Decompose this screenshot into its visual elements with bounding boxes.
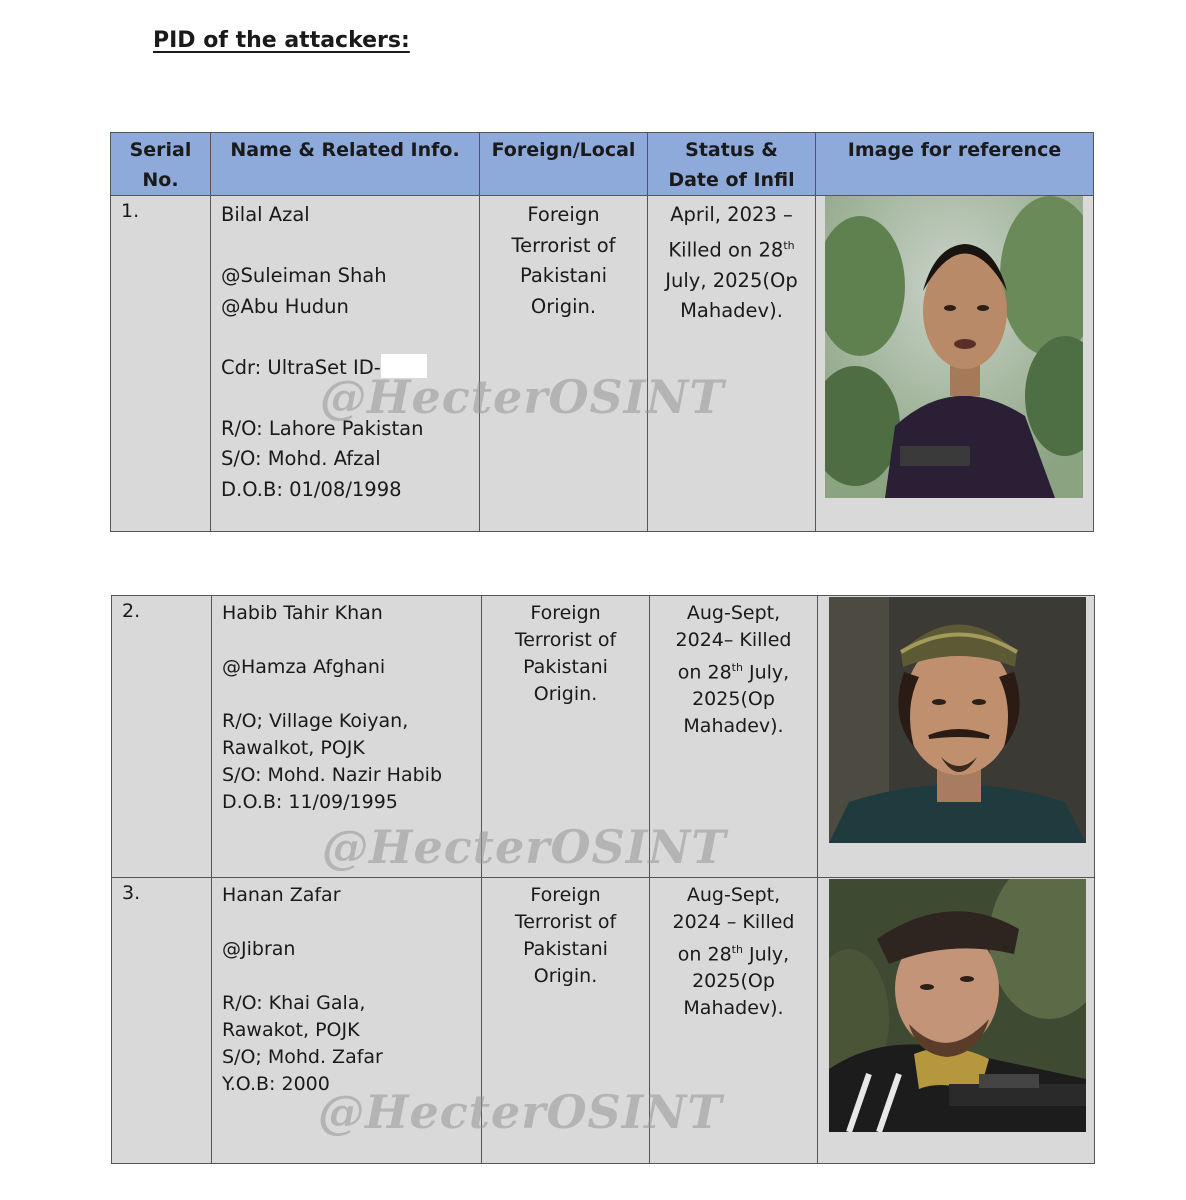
- name-info-cell: [212, 878, 482, 1164]
- table-row: [111, 196, 1094, 532]
- image-cell: [818, 878, 1095, 1164]
- parent: S/O; Mohd. Zafar: [222, 1046, 383, 1068]
- serial-cell: 3.: [112, 878, 212, 1164]
- origin-line: Foreign: [527, 203, 600, 226]
- status-line: Aug-Sept,: [686, 884, 781, 906]
- residence: R/O: Khai Gala,: [222, 992, 366, 1014]
- year-of-birth: Y.O.B: 2000: [222, 1073, 330, 1095]
- origin-line: Pakistani: [523, 938, 608, 960]
- table-row: [112, 878, 1095, 1164]
- residence: R/O; Village Koiyan,: [222, 710, 409, 732]
- status-line: July, 2025(Op: [665, 268, 798, 292]
- status-line: on 28th July,: [677, 661, 790, 684]
- name-info-cell: [211, 196, 480, 532]
- origin-line: Origin.: [530, 294, 597, 318]
- date-of-birth: D.O.B: 11/09/1995: [222, 791, 398, 813]
- reference-photo: [825, 196, 1083, 498]
- serial-cell: 1.: [111, 196, 211, 532]
- name-info-cell: [212, 596, 482, 878]
- header-status: [648, 133, 816, 196]
- date-of-birth: D.O.B: 01/08/1998: [221, 477, 402, 501]
- alias: @Abu Hudun: [221, 294, 349, 318]
- status-line: 2025(Op: [692, 970, 775, 993]
- attackers-table-1: [110, 132, 1094, 532]
- reference-photo: [829, 879, 1086, 1132]
- origin-line: Pakistani: [519, 264, 608, 287]
- origin-line: Foreign: [530, 602, 601, 624]
- residence: Rawakot, POJK: [222, 1019, 360, 1041]
- header-serial: [111, 133, 211, 196]
- redaction-box: [381, 354, 427, 378]
- status-line: Mahadev).: [683, 997, 784, 1020]
- header-origin: Foreign/Local: [480, 133, 648, 196]
- table-header-row: [111, 133, 1094, 196]
- status-line: on 28th July,: [677, 943, 790, 966]
- watermark-text: @HecterOSINT: [322, 820, 727, 874]
- status-line: Aug-Sept,: [686, 602, 781, 624]
- status-line: Killed on 28th: [668, 238, 795, 261]
- alias: @Suleiman Shah: [221, 264, 387, 287]
- person-name: Habib Tahir Khan: [222, 602, 383, 624]
- watermark-text: @HecterOSINT: [318, 1085, 723, 1139]
- status-line: 2024 – Killed: [672, 911, 795, 933]
- origin-line: Foreign: [530, 884, 601, 906]
- alias: @Jibran: [222, 938, 296, 960]
- origin-cell: [482, 596, 650, 878]
- origin-line: Origin.: [533, 965, 598, 987]
- origin-line: Terrorist of: [514, 911, 617, 933]
- status-line: Mahadev).: [683, 715, 784, 738]
- origin-cell: [482, 878, 650, 1164]
- attackers-table-2: [111, 595, 1095, 1164]
- status-line: April, 2023 –: [670, 203, 793, 226]
- person-name: Hanan Zafar: [222, 884, 341, 906]
- reference-photo: [829, 597, 1086, 843]
- residence: R/O: Lahore Pakistan: [221, 416, 424, 440]
- header-image: Image for reference: [816, 133, 1094, 196]
- status-line: Mahadev).: [680, 299, 783, 322]
- origin-line: Pakistani: [523, 656, 608, 678]
- parent: S/O: Mohd. Afzal: [221, 447, 381, 470]
- header-name: Name & Related Info.: [211, 133, 480, 196]
- person-name: Bilal Azal: [221, 203, 310, 226]
- watermark-text: @HecterOSINT: [320, 370, 725, 424]
- status-line: 2025(Op: [692, 688, 775, 711]
- cdr-info: Cdr: UltraSet ID-: [221, 353, 479, 384]
- table-row: [112, 596, 1095, 878]
- origin-line: Terrorist of: [511, 233, 616, 257]
- origin-line: Terrorist of: [514, 629, 617, 651]
- parent: S/O: Mohd. Nazir Habib: [222, 764, 443, 786]
- image-cell: [816, 196, 1094, 532]
- page-title: PID of the attackers:: [153, 28, 410, 53]
- image-cell: [818, 596, 1095, 878]
- residence: Rawalkot, POJK: [222, 737, 365, 759]
- header-serial-line-2: No.: [142, 169, 179, 191]
- header-status-line-2: Date of Infil: [668, 169, 795, 191]
- status-line: 2024– Killed: [675, 629, 792, 651]
- header-status-line-1: Status &: [685, 139, 778, 161]
- header-serial-line-1: Serial: [129, 139, 192, 161]
- origin-line: Origin.: [533, 683, 598, 705]
- status-cell: [648, 196, 816, 532]
- origin-cell: [480, 196, 648, 532]
- alias: @Hamza Afghani: [222, 656, 386, 678]
- status-cell: [650, 878, 818, 1164]
- serial-cell: 2.: [112, 596, 212, 878]
- status-cell: [650, 596, 818, 878]
